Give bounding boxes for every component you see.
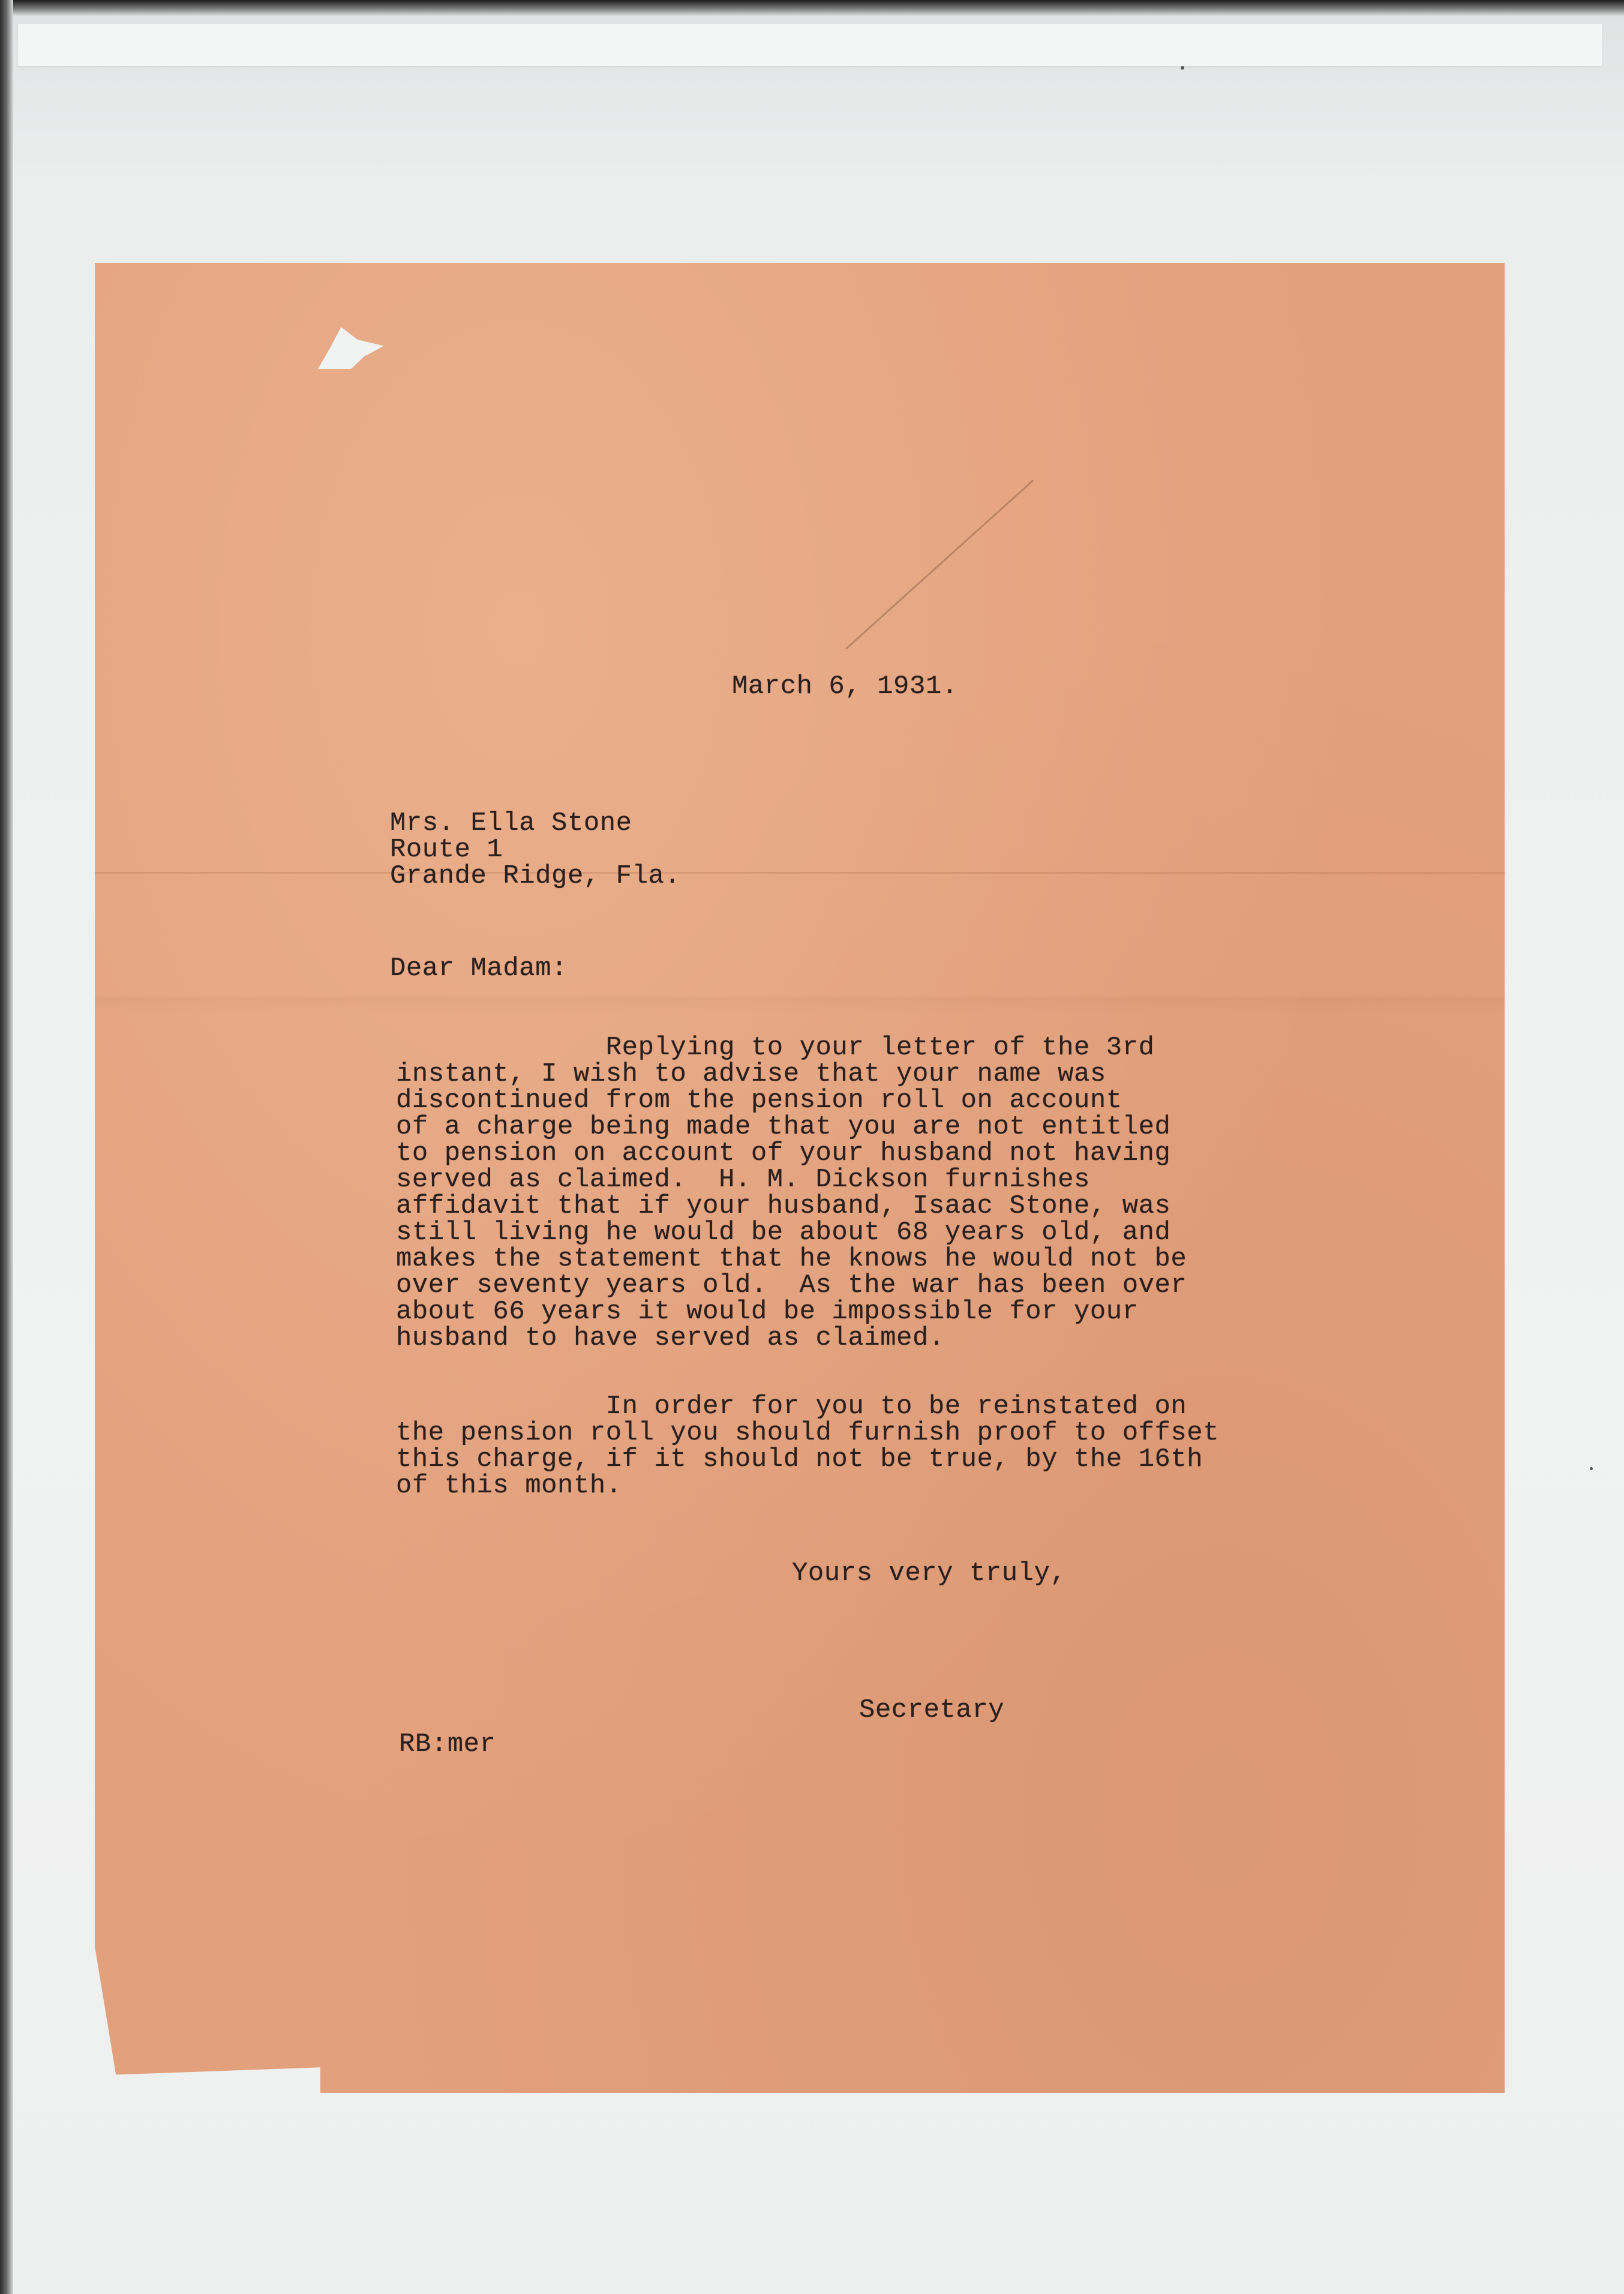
body-line: instant, I wish to advise that your name was <box>396 1059 1106 1089</box>
recipient-street: Route 1 <box>390 835 503 865</box>
body-line: affidavit that if your husband, Isaac Stone, was <box>396 1191 1171 1221</box>
fold-crease <box>95 872 1505 874</box>
body-line: served as claimed. H. M. Dickson furnishes <box>396 1165 1090 1195</box>
scanner-left-edge <box>0 0 13 2294</box>
body-line: In order for you to be reinstated on <box>396 1392 1187 1422</box>
body-line: makes the statement that he knows he would not be <box>396 1244 1187 1274</box>
body-line: the pension roll you should furnish proof to offset <box>396 1418 1220 1448</box>
body-line: over seventy years old. As the war has been over <box>396 1270 1187 1300</box>
closing: Yours very truly, <box>792 1558 1067 1588</box>
body-line: this charge, if it should not be true, by the 16th <box>396 1444 1203 1474</box>
dust-speck <box>1181 66 1184 70</box>
body-line: of a charge being made that you are not entitled <box>396 1112 1171 1142</box>
body-line: Replying to your letter of the 3rd <box>396 1033 1155 1063</box>
dust-speck <box>1590 1467 1593 1470</box>
body-line: to pension on account of your husband not having <box>396 1138 1171 1168</box>
signature-title: Secretary <box>859 1695 1005 1725</box>
recipient-name: Mrs. Ella Stone <box>390 808 632 838</box>
scanner-top-edge <box>0 0 1624 16</box>
reference-initials: RB:mer <box>399 1729 496 1759</box>
recipient-city: Grande Ridge, Fla. <box>390 861 681 891</box>
body-line: still living he would be about 68 years old, and <box>396 1218 1171 1248</box>
scanner-strip <box>18 24 1602 66</box>
body-line: about 66 years it would be impossible for your <box>396 1297 1139 1327</box>
body-line: husband to have served as claimed. <box>396 1323 945 1353</box>
salutation: Dear Madam: <box>390 953 568 983</box>
body-line: discontinued from the pension roll on account <box>396 1085 1122 1115</box>
letter-date: March 6, 1931. <box>732 671 958 701</box>
body-line: of this month. <box>396 1471 622 1501</box>
